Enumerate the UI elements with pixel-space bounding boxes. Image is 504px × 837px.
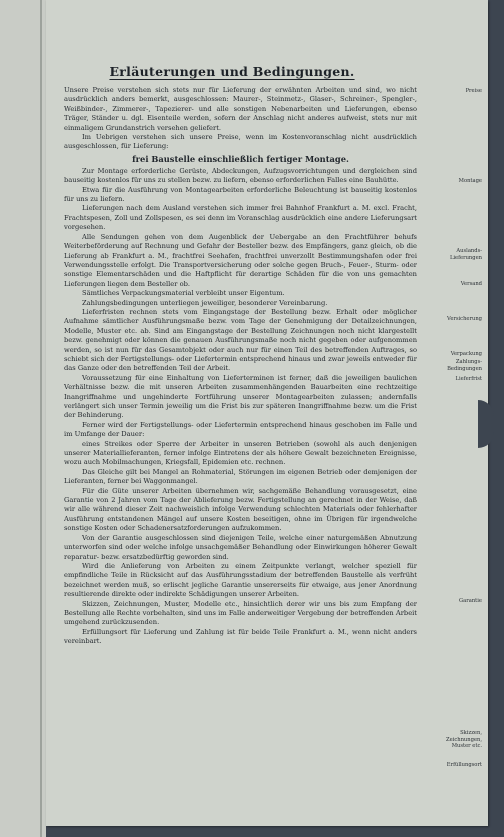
binder-notch [478, 400, 494, 448]
document-page [46, 0, 488, 826]
paragraph-guarantee: Für die Güte unserer Arbeiten übernehmen wir, sachgemäße Behandlung vorausgesetzt, eine Garantie von 2 Jahren vom Tage der Ablieferung bezw. Fertigstellung an gerechnet in der Weise, daß wir alle während dieser Zeit nachweislich infolge Verwendung schlechten Materials oder fehlerhafter Ausführung entstandenen Mängel auf unsere Kosten beseitigen, ohne im Übrigen für irgendwelche sonstige Kosten oder Schadenersatzforderungen aufzukommen. [64, 486, 417, 533]
paragraph-lighting: Etwa für die Ausführung von Montagearbeiten erforderliche Beleuchtung ist bauseitig kostenlos für uns zu liefern. [64, 185, 417, 204]
back-sheet [0, 0, 46, 837]
paragraph-place-of-fulfilment: Erfüllungsort für Lieferung und Zahlung ist für beide Teile Frankfurt a. M., wenn nicht anders vereinbart. [64, 627, 417, 646]
delivery-heading: frei Baustelle einschließlich fertiger Montage. [132, 153, 349, 164]
paragraph-postponement: Ferner wird der Fertigstellungs- oder Liefertermin entsprechend hinaus geschoben im Falle und im Umfange der Dauer: [64, 420, 417, 439]
paragraph-payment: Zahlungsbedingungen unterliegen jeweiliger, besonderer Vereinbarung. [82, 298, 328, 307]
note-preise: Preise [465, 88, 482, 94]
note-versicherung: Versicherung [447, 316, 482, 322]
paragraph-shipping: Alle Sendungen gehen von dem Augenblick der Uebergabe an den Frachtführer behufs Weiterbeförderung auf Rechnung und Gefahr der Besteller bezw. des Empfängers, ganz gleich, ob die Lieferung ab Frankfurt a. M., frachtfrei Seehafen, frachtfrei unverzollt Bestimmungshafen oder frei Verwendungsstelle erfolgt. Die Transportversicherung oder solche gegen Bruch-, Feuer-, Sturm- oder sonstige Elementarschäden und die Haftpflicht für derartige Schäden für die von uns gemachten Lieferungen liegen dem Besteller ob. [64, 232, 417, 288]
paragraph-guarantee-exclusions: Von der Garantie ausgeschlossen sind diejenigen Teile, welche einer naturgemäßen Abnutzung unterworfen sind oder welche infolge unsachgemäßer Behandlung oder Einwirkungen höherer Gewalt reparatur- bezw. ersatzbedürftig geworden sind. [64, 533, 417, 561]
page-title: Erläuterungen und Bedingungen. [109, 64, 355, 79]
paragraph-prices: Unsere Preise verstehen sich stets nur für Lieferung der erwähnten Arbeiten und sind, wo nicht ausdrücklich anders bemerkt, ausgeschlossen: Maurer-, Steinmetz-, Glaser-, Schreiner-, Spengler-, Weißbinder-, Zimmerer-, Tapezierer- und alle sonstigen Nebenarbeiten und Lieferungen, ebenso Träger, Ständer u. dgl. Eisenteile werden, sofern der Anschlag nicht anderes aufweist, stets nur mit einmaligem Grundanstrich versehen geliefert. [64, 86, 417, 132]
paragraph-packaging: Sämtliches Verpackungsmaterial verbleibt unser Eigentum. [82, 289, 285, 298]
note-garantie: Garantie [459, 598, 482, 604]
paragraph-material-shortage: Das Gleiche gilt bei Mangel an Rohmaterial, Störungen im eigenen Betrieb oder demjenigen der Lieferanten, ferner bei Waggonmangel. [64, 467, 417, 486]
note-skizzen: Skizzen, Zeichnungen, Muster etc. [446, 730, 482, 750]
paragraph-strike: eines Streikes oder Sperre der Arbeiter in unseren Betrieben (sowohl als auch denjenigen unserer Materiallieferanten, ferner infolge Eintretens der als höhere Gewalt bezeichneten Ereignisse, wozu auch Mobilmachungen, Kriegsfall, Epidemien etc. rechnen. [64, 439, 417, 467]
paragraph-delivery-period: Lieferfristen rechnen stets vom Eingangstage der Bestellung bezw. Erhalt oder möglicher Aufnahme sämtlicher Ausführungsmaße bezw. vom Tage der Genehmigung der Detailzeichnungen, Modelle, Muster etc. ab. Sind am Eingangstage der Bestellung Zeichnungen noch nicht klargestellt bezw. genehmigt oder können die genauen Ausführungsmaße noch nicht gegeben oder aufgenommen werden, so ist nun für das Gesamtobjekt oder auch nur für einen Teil des betreffenden Auftrages, so schiebt sich der Fertigstellungs- oder Liefertermin entsprechend hinaus und zwar jeweils entweder für das Ganze oder den betreffenden Teil der Arbeit. [64, 307, 417, 373]
paragraph-montage: Zur Montage erforderliche Gerüste, Abdeckungen, Aufzugsvorrichtungen und dergleichen sind bauseitig kostenlos für uns zu stellen bezw. zu liefern, ebenso erforderlichen Falles eine Bauhütte. [64, 166, 417, 185]
note-zahlungsbedingungen: Zahlungs-Bedingungen [447, 359, 482, 372]
paragraph-sketches: Skizzen, Zeichnungen, Muster, Modelle etc., hinsichtlich derer wir uns bis zum Empfang der Bestellung alle Rechte vorbehalten, sind uns im Falle anderweitiger Vergebung der betreffenden Arbeit umgehend zurückzusenden. [64, 599, 417, 627]
sheet-edge-line [40, 0, 42, 837]
note-erfuellungsort: Erfüllungsort [446, 762, 482, 768]
note-auslands-lieferungen: Auslands-Lieferungen [449, 248, 482, 261]
paragraph-prices-scope: Im Uebrigen verstehen sich unsere Preise, wenn im Kostenvoranschlag nicht ausdrücklich ausgeschlossen, für Lieferung: [64, 133, 417, 151]
note-montage: Montage [458, 178, 482, 184]
paragraph-early-delivery: Wird die Anlieferung von Arbeiten zu einem Zeitpunkte verlangt, welcher speziell für empfindliche Teile in Rücksicht auf das Ausführungsstadium der betreffenden Baustelle als verfrüht bezeichnet werden muß, so erlischt jegliche Garantie unsererseits für etwaige, aus jener Anordnung resultierende direkte oder indirekte Schädigungen unserer Arbeiten. [64, 561, 417, 599]
note-verpackung: Verpackung [450, 351, 482, 357]
note-lieferfrist: Lieferfrist [455, 376, 482, 382]
paragraph-foreign-delivery: Lieferungen nach dem Ausland verstehen sich immer frei Bahnhof Frankfurt a. M. excl. Fracht, Frachtspesen, Zoll und Zollspesen, es sei denn im Voranschlag ausdrücklich eine andere Lieferungsart vorgesehen. [64, 204, 417, 232]
note-versand: Versand [460, 281, 482, 287]
paragraph-preconditions: Voraussetzung für eine Einhaltung von Lieferterminen ist ferner, daß die jeweiligen baulichen Verhältnisse bezw. die mit unseren Arbeiten zusammenhängenden Bauarbeiten eine rechtzeitige Inangriffnahme und ungehinderte Fortführung unserer Montagearbeiten zulassen; andernfalls verlängert sich unser Termin jeweilig um die Frist bis zur späteren Inangriffnahme bezw. um die Frist der Behinderung. [64, 373, 417, 420]
terms-body [64, 86, 417, 647]
